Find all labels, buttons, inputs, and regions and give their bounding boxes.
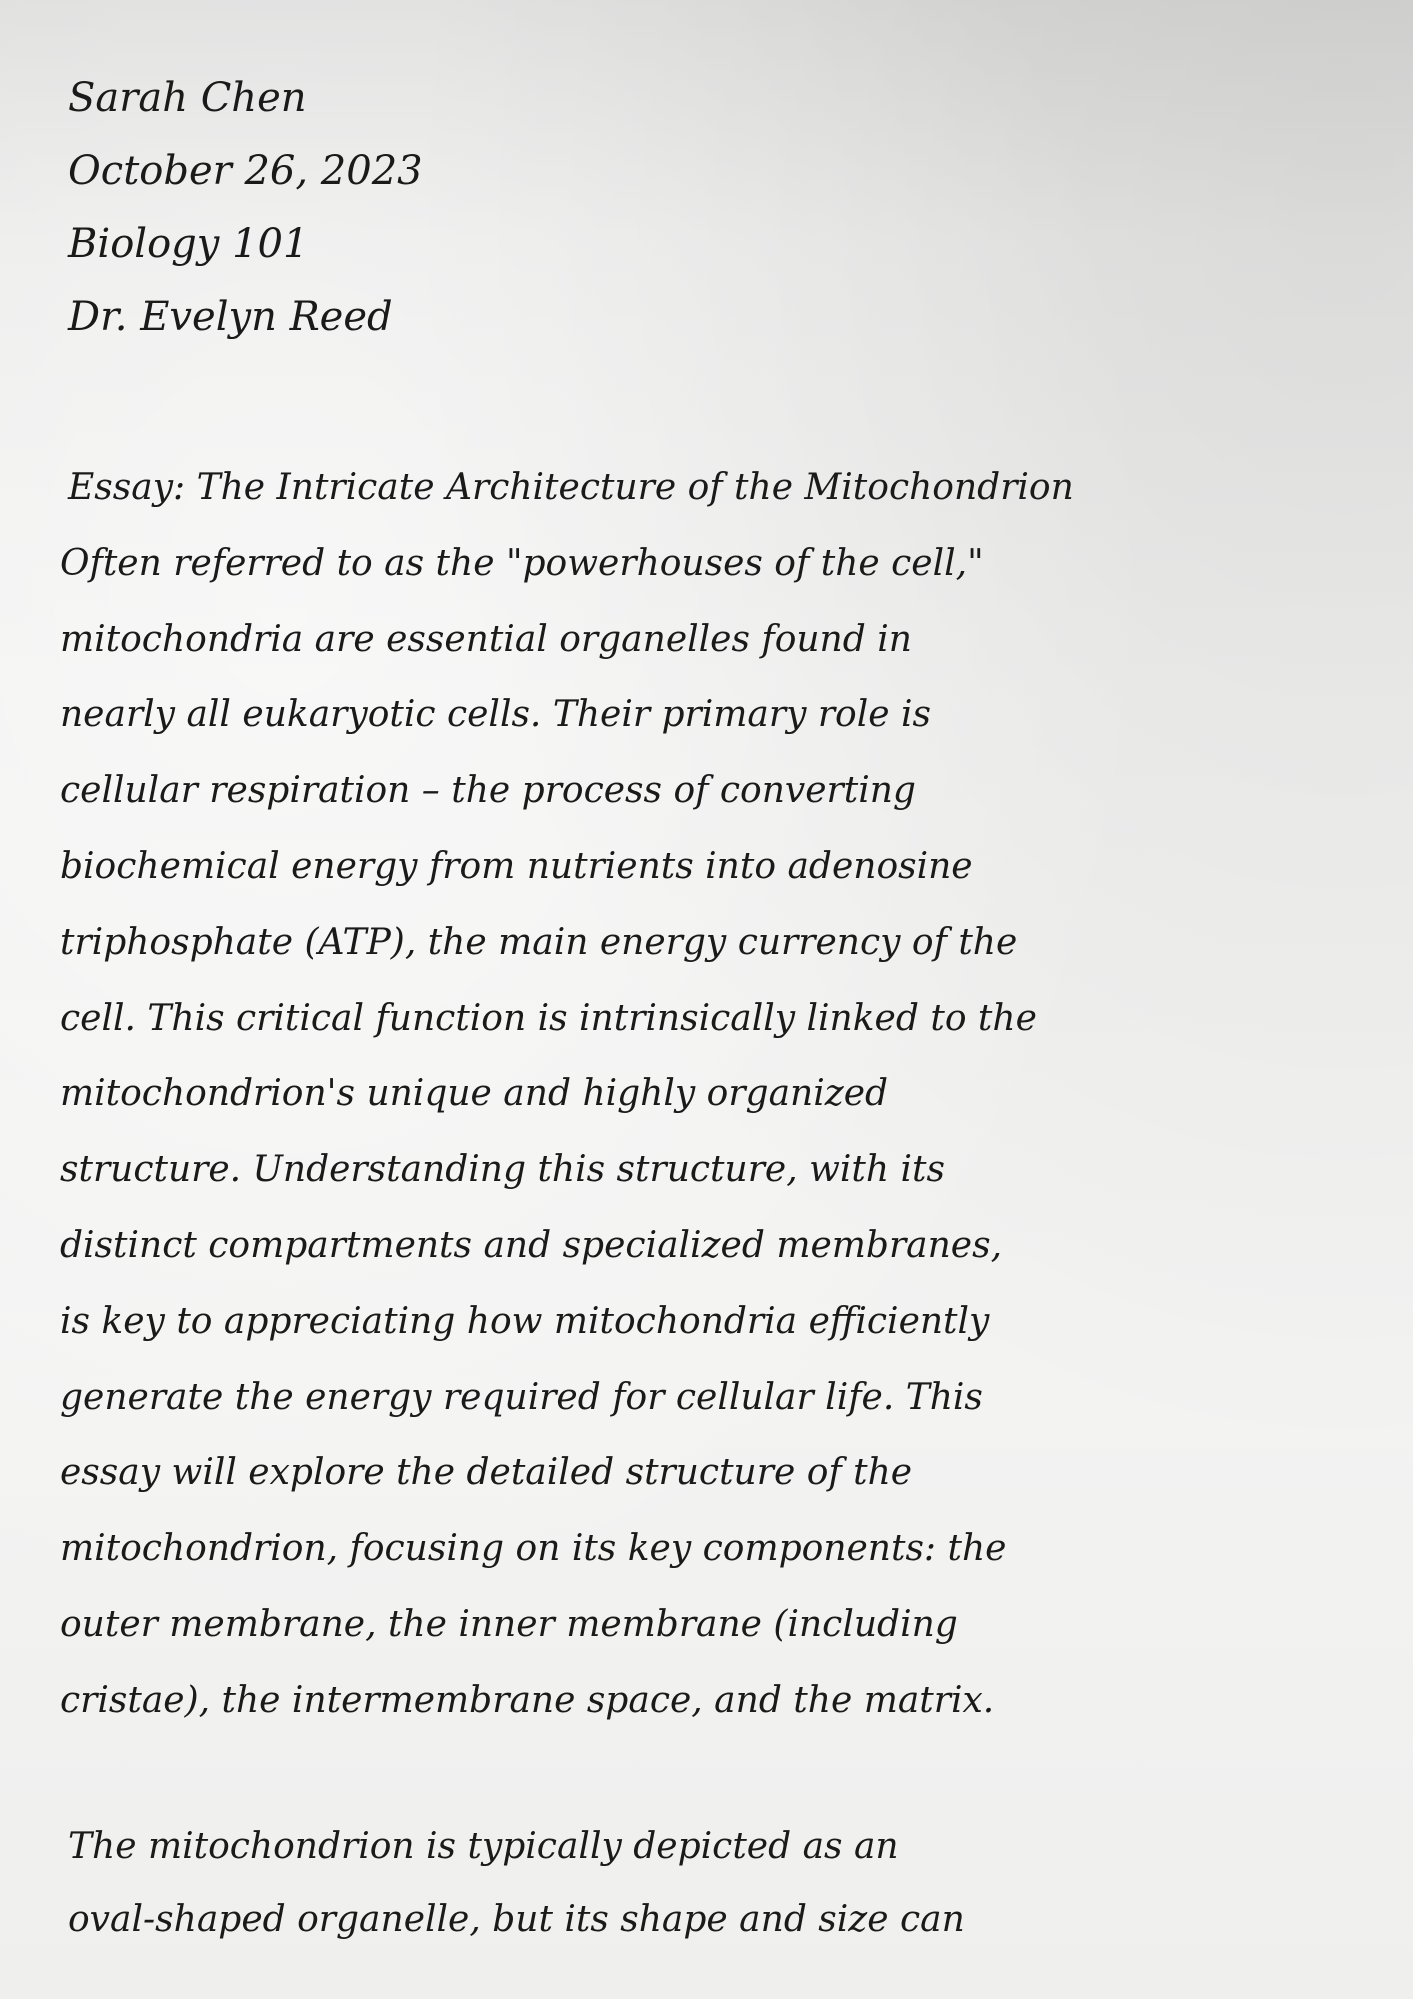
paragraph-line: essay will explore the detailed structure of the bbox=[60, 1452, 913, 1494]
paragraph-line: cell. This critical function is intrinsically linked to the bbox=[60, 997, 1037, 1039]
paragraph-line: triphosphate (ATP), the main energy currency of the bbox=[60, 921, 1018, 963]
paragraph-line: distinct compartments and specialized membranes, bbox=[60, 1224, 1003, 1266]
instructor-name: Dr. Evelyn Reed bbox=[68, 294, 393, 340]
paragraph-line: nearly all eukaryotic cells. Their primary role is bbox=[60, 694, 931, 736]
paragraph-line: structure. Understanding this structure, with its bbox=[60, 1149, 945, 1191]
header-block bbox=[68, 62, 668, 354]
essay-title: Essay: The Intricate Architecture of the Mitochondrion bbox=[68, 467, 1074, 508]
paragraph-line: cristae), the intermembrane space, and the matrix. bbox=[60, 1679, 995, 1721]
paragraph-line: mitochondrion's unique and highly organized bbox=[60, 1073, 889, 1115]
paragraph-line: mitochondria are essential organelles found in bbox=[60, 618, 912, 660]
paragraph-line: Often referred to as the "powerhouses of the cell," bbox=[60, 542, 984, 584]
paragraph-line: is key to appreciating how mitochondria efficiently bbox=[60, 1300, 990, 1342]
paragraph-line: cellular respiration – the process of converting bbox=[60, 770, 916, 812]
essay-paragraph-2 bbox=[68, 1810, 1368, 1956]
paragraph-line: oval-shaped organelle, but its shape and size can bbox=[68, 1899, 965, 1940]
paragraph-line: The mitochondrion is typically depicted as an bbox=[68, 1826, 899, 1867]
essay-date: October 26, 2023 bbox=[68, 148, 423, 194]
paragraph-line: generate the energy required for cellular life. This bbox=[60, 1376, 983, 1418]
essay-body bbox=[60, 450, 1360, 1739]
paragraph-line: mitochondrion, focusing on its key components: the bbox=[60, 1528, 1007, 1570]
student-name: Sarah Chen bbox=[68, 75, 307, 121]
paragraph-line: biochemical energy from nutrients into adenosine bbox=[60, 845, 973, 887]
paragraph-line: outer membrane, the inner membrane (including bbox=[60, 1603, 958, 1645]
course-name: Biology 101 bbox=[68, 221, 309, 267]
